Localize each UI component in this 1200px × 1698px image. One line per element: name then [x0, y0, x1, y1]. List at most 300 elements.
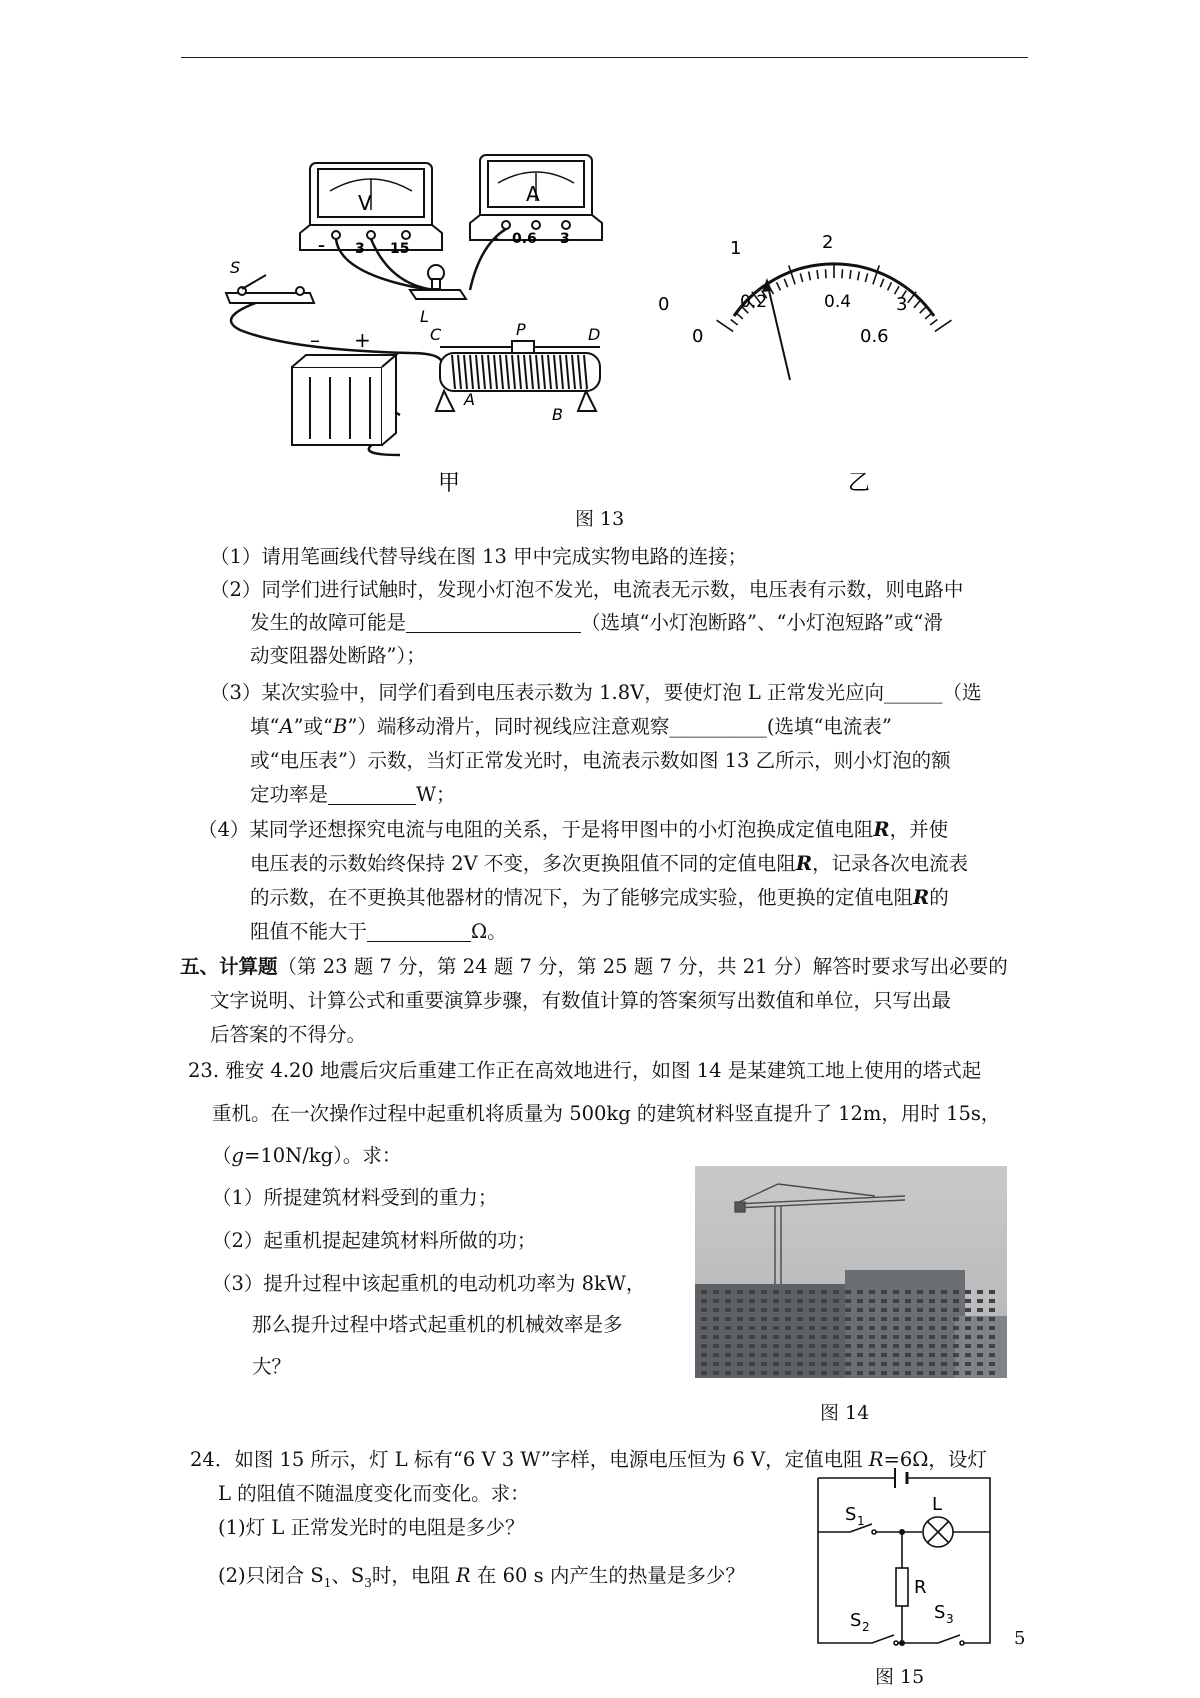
dial-bottom-04: 0.4 — [824, 292, 852, 312]
q22-fault-blank[interactable] — [406, 612, 581, 633]
circuit-s1-sub: 1 — [857, 1514, 865, 1528]
window — [917, 1326, 923, 1330]
window — [953, 1362, 959, 1366]
window — [953, 1326, 959, 1330]
window — [893, 1371, 899, 1375]
window — [869, 1326, 875, 1330]
window — [821, 1308, 827, 1312]
window — [929, 1335, 935, 1339]
q22-part3-line2 — [250, 714, 892, 740]
q23-sub3-line1: （3）提升过程中该起重机的电动机功率为 8kW， — [212, 1272, 646, 1295]
window — [917, 1290, 923, 1294]
window — [893, 1326, 899, 1330]
window — [833, 1299, 839, 1303]
q23-sub1: （1）所提建筑材料受到的重力； — [212, 1186, 498, 1209]
window — [701, 1299, 707, 1303]
window — [881, 1317, 887, 1321]
q22-part4-text-e: 的示数，在不更换其他器材的情况下，为了能够完成实验，他更换的定值电阻 — [250, 886, 914, 909]
window — [869, 1362, 875, 1366]
window — [965, 1344, 971, 1348]
window — [953, 1344, 959, 1348]
q24-sub2-text-c: 时，电阻 — [371, 1564, 457, 1587]
window — [881, 1308, 887, 1312]
window — [893, 1344, 899, 1348]
circuit-s3: S — [934, 1602, 946, 1623]
window — [821, 1326, 827, 1330]
q22-part4-text-b: ，并使 — [889, 818, 949, 841]
window — [953, 1371, 959, 1375]
rheostat-label-p: P — [516, 320, 526, 339]
window — [929, 1353, 935, 1357]
section5-line1 — [180, 954, 1008, 980]
window — [761, 1308, 767, 1312]
window — [845, 1290, 851, 1294]
ammeter-terminal-06: 0.6 — [512, 231, 537, 247]
window — [941, 1317, 947, 1321]
window — [977, 1371, 983, 1375]
window — [965, 1317, 971, 1321]
window — [737, 1299, 743, 1303]
window — [737, 1362, 743, 1366]
window — [821, 1299, 827, 1303]
window — [785, 1299, 791, 1303]
window — [905, 1317, 911, 1321]
page-number: 5 — [1014, 1628, 1026, 1649]
q24-line1-rest: =6Ω，设灯 — [883, 1448, 987, 1471]
window — [917, 1344, 923, 1348]
q24-sub2-text-d: 在 60 s 内产生的热量是多少？ — [470, 1564, 745, 1587]
dial-tick — [826, 269, 827, 278]
rheostat-label-b: B — [552, 405, 563, 424]
q24-sub1: (1)灯 L 正常发光时的电阻是多少？ — [218, 1516, 525, 1539]
q22-part2-line1: （2）同学们进行试触时，发现小灯泡不发光，电流表无示数，电压表有示数，则电路中 — [210, 578, 964, 601]
window — [905, 1362, 911, 1366]
window — [809, 1353, 815, 1357]
q22-part4-line3 — [250, 885, 949, 911]
window — [857, 1335, 863, 1339]
window — [869, 1353, 875, 1357]
window — [833, 1344, 839, 1348]
window — [833, 1335, 839, 1339]
window — [965, 1362, 971, 1366]
q22-part2-line3: 动变阻器处断路”）； — [250, 644, 426, 667]
window — [989, 1290, 995, 1294]
window — [869, 1371, 875, 1375]
window — [785, 1362, 791, 1366]
window — [713, 1335, 719, 1339]
window — [965, 1290, 971, 1294]
window — [965, 1335, 971, 1339]
window — [929, 1326, 935, 1330]
battery-minus: – — [310, 328, 320, 352]
window — [881, 1371, 887, 1375]
window — [953, 1353, 959, 1357]
circuit-s2-sub: 2 — [862, 1620, 870, 1634]
window — [749, 1299, 755, 1303]
window — [773, 1317, 779, 1321]
window — [917, 1371, 923, 1375]
q22-part3-text-b: ”或“ — [293, 715, 334, 738]
window — [881, 1362, 887, 1366]
header-rule — [181, 57, 1028, 58]
window — [989, 1353, 995, 1357]
window — [785, 1290, 791, 1294]
window — [749, 1326, 755, 1330]
window — [881, 1353, 887, 1357]
dial-tick — [789, 265, 795, 284]
window — [857, 1353, 863, 1357]
figure-15-caption: 图 15 — [875, 1666, 925, 1688]
window — [725, 1362, 731, 1366]
window — [905, 1308, 911, 1312]
window — [737, 1326, 743, 1330]
dial-tick — [717, 320, 734, 331]
q22-part3-text-c: ”）端移动滑片，同时视线应注意观察__________(选填“电流表” — [347, 715, 892, 738]
figure-13-caption: 图 13 — [575, 508, 625, 530]
dial-tick — [776, 282, 780, 290]
dial-tick — [865, 273, 867, 282]
window — [725, 1371, 731, 1375]
rheostat-label-a: A — [464, 390, 475, 409]
window — [929, 1308, 935, 1312]
q22-part4-text-c: 电压表的示数始终保持 2V 不变，多次更换阻值不同的定值电阻 — [250, 852, 796, 875]
window — [869, 1299, 875, 1303]
window — [833, 1353, 839, 1357]
figure-yi-label: 乙 — [848, 471, 871, 496]
window — [785, 1326, 791, 1330]
window — [905, 1335, 911, 1339]
window — [713, 1317, 719, 1321]
window — [761, 1335, 767, 1339]
window — [713, 1326, 719, 1330]
window — [773, 1335, 779, 1339]
window — [941, 1353, 947, 1357]
q22-part4-r3: R — [913, 886, 930, 909]
q22-power-blank[interactable] — [328, 784, 416, 805]
q23-line3-rest: =10N/kg）。求： — [244, 1144, 402, 1167]
dial-top-2: 2 — [822, 232, 834, 253]
q22-part4-r1: R — [873, 818, 890, 841]
window — [857, 1308, 863, 1312]
window — [821, 1371, 827, 1375]
q22-part4-text-g: 阻值不能大于 — [250, 920, 368, 943]
window — [701, 1335, 707, 1339]
section5-line3: 后答案的不得分。 — [210, 1023, 367, 1046]
window — [905, 1326, 911, 1330]
window — [881, 1290, 887, 1294]
window — [725, 1353, 731, 1357]
window — [977, 1308, 983, 1312]
q23-line2: 重机。在一次操作过程中起重机将质量为 500kg 的建筑材料竖直提升了 12m，用时 15s， — [212, 1102, 1001, 1125]
battery — [292, 355, 396, 445]
q22-part3-unit: W； — [416, 783, 456, 806]
window — [809, 1317, 815, 1321]
q23-sub3-line2: 那么提升过程中塔式起重机的机械效率是多 — [252, 1313, 623, 1336]
q22-option-a: A — [279, 715, 294, 738]
window — [905, 1371, 911, 1375]
q24-r-symbol: R — [868, 1448, 884, 1471]
section5-instructions-1: （第 23 题 7 分，第 24 题 7 分，第 25 题 7 分，共 21 分）解答时要求写出必要的 — [277, 955, 1008, 978]
window — [905, 1299, 911, 1303]
circuit-s3-sub: 3 — [946, 1612, 954, 1626]
window — [929, 1371, 935, 1375]
ammeter-terminal-3: 3 — [560, 231, 570, 247]
q23-g-symbol: g — [231, 1144, 244, 1167]
window — [701, 1353, 707, 1357]
circuit-r: R — [914, 1577, 927, 1598]
window — [821, 1344, 827, 1348]
window — [785, 1317, 791, 1321]
window — [857, 1299, 863, 1303]
window — [905, 1353, 911, 1357]
window — [845, 1299, 851, 1303]
window — [797, 1290, 803, 1294]
window — [749, 1335, 755, 1339]
window — [701, 1290, 707, 1294]
window — [785, 1308, 791, 1312]
q22-part4-r2: R — [795, 852, 813, 875]
window — [773, 1371, 779, 1375]
window — [809, 1344, 815, 1348]
window — [989, 1344, 995, 1348]
window — [797, 1317, 803, 1321]
dial-top-3: 3 — [896, 294, 908, 315]
window — [869, 1317, 875, 1321]
q24-sub2-sub1: 1 — [323, 1575, 332, 1590]
window — [701, 1326, 707, 1330]
ammeter-terminal-neg: – — [492, 231, 499, 247]
window — [929, 1344, 935, 1348]
window — [773, 1308, 779, 1312]
dial-tick — [800, 273, 802, 282]
window — [797, 1335, 803, 1339]
window — [989, 1299, 995, 1303]
window — [881, 1335, 887, 1339]
circuit-s1: S — [845, 1504, 857, 1525]
window — [893, 1362, 899, 1366]
window — [725, 1308, 731, 1312]
window — [701, 1362, 707, 1366]
window — [941, 1326, 947, 1330]
window — [917, 1362, 923, 1366]
window — [713, 1344, 719, 1348]
q24-sub2-text-b: 、S — [331, 1564, 365, 1587]
window — [713, 1362, 719, 1366]
window — [941, 1290, 947, 1294]
window — [845, 1317, 851, 1321]
window — [857, 1344, 863, 1348]
q22-resistance-blank[interactable] — [367, 921, 471, 942]
window — [881, 1326, 887, 1330]
window — [785, 1371, 791, 1375]
window — [761, 1344, 767, 1348]
window — [845, 1335, 851, 1339]
q22-part3-line3: 或“电压表”）示数，当灯正常发光时，电流表示数如图 13 乙所示，则小灯泡的额 — [250, 749, 951, 772]
q23-line3-open: （ — [212, 1144, 232, 1167]
window — [797, 1326, 803, 1330]
battery-plus: + — [354, 328, 371, 352]
q24-sub2 — [218, 1563, 745, 1596]
dial-tick — [817, 270, 818, 279]
window — [785, 1344, 791, 1348]
figure-13-dial — [658, 230, 1000, 500]
window — [809, 1326, 815, 1330]
window — [977, 1299, 983, 1303]
window — [701, 1308, 707, 1312]
window — [857, 1290, 863, 1294]
window — [941, 1335, 947, 1339]
window — [713, 1353, 719, 1357]
window — [965, 1299, 971, 1303]
window — [737, 1335, 743, 1339]
window — [893, 1290, 899, 1294]
q22-part4-line1 — [198, 817, 948, 843]
window — [761, 1317, 767, 1321]
q24-sub2-sub3: 3 — [364, 1575, 372, 1590]
window — [821, 1290, 827, 1294]
q24-line2: L 的阻值不随温度变化而变化。求： — [218, 1482, 530, 1505]
window — [797, 1353, 803, 1357]
window — [725, 1335, 731, 1339]
window — [953, 1317, 959, 1321]
dial-bottom-06: 0.6 — [860, 326, 889, 347]
window — [881, 1344, 887, 1348]
circuit-s2: S — [850, 1610, 862, 1631]
dial-tick — [888, 282, 892, 290]
voltmeter-terminal-3: 3 — [355, 241, 365, 257]
window — [749, 1353, 755, 1357]
switch-label: S — [230, 258, 241, 277]
window — [725, 1326, 731, 1330]
dial-bottom-02: 0.2 — [740, 292, 768, 312]
window — [929, 1299, 935, 1303]
dial-tick — [809, 271, 811, 280]
dial-tick — [858, 271, 860, 280]
q24-sub2-r: R — [456, 1564, 471, 1587]
q22-part2-text: 发生的故障可能是 — [250, 611, 407, 634]
buildings — [695, 1270, 1007, 1378]
dial-tick — [850, 270, 851, 279]
window — [737, 1371, 743, 1375]
window — [773, 1353, 779, 1357]
q22-part2-options: （选填“小灯泡断路”、“小灯泡短路”或“滑 — [581, 611, 943, 634]
q22-part4-unit: Ω。 — [471, 920, 507, 943]
window — [701, 1371, 707, 1375]
voltmeter-symbol: V — [358, 191, 372, 215]
q22-part4-text-a: （4）某同学还想探究电流与电阻的关系，于是将甲图中的小灯泡换成定值电阻 — [198, 818, 874, 841]
window — [977, 1290, 983, 1294]
window — [917, 1299, 923, 1303]
window — [809, 1308, 815, 1312]
window — [845, 1362, 851, 1366]
window — [701, 1317, 707, 1321]
dial-tick — [920, 307, 926, 313]
window — [965, 1308, 971, 1312]
window — [737, 1308, 743, 1312]
window — [713, 1299, 719, 1303]
window — [797, 1299, 803, 1303]
window — [905, 1344, 911, 1348]
window — [761, 1326, 767, 1330]
window — [965, 1353, 971, 1357]
window — [833, 1290, 839, 1294]
window — [773, 1326, 779, 1330]
junction-top — [899, 1529, 905, 1535]
window — [965, 1326, 971, 1330]
window — [989, 1326, 995, 1330]
dial-tick — [873, 265, 879, 284]
window — [701, 1344, 707, 1348]
dial-tick — [914, 301, 920, 308]
voltmeter-terminal-15: 15 — [390, 241, 410, 257]
window — [953, 1308, 959, 1312]
q22-part1: （1）请用笔画线代替导线在图 13 甲中完成实物电路的连接； — [210, 545, 748, 568]
window — [833, 1371, 839, 1375]
window — [989, 1308, 995, 1312]
q22-part3-power-text: 定功率是 — [250, 783, 329, 806]
window — [761, 1299, 767, 1303]
window — [941, 1299, 947, 1303]
window — [749, 1308, 755, 1312]
window — [953, 1290, 959, 1294]
window — [929, 1362, 935, 1366]
window — [785, 1335, 791, 1339]
window — [713, 1371, 719, 1375]
window — [737, 1290, 743, 1294]
window — [989, 1362, 995, 1366]
window — [941, 1344, 947, 1348]
window — [845, 1326, 851, 1330]
window — [809, 1335, 815, 1339]
window — [809, 1299, 815, 1303]
window — [785, 1353, 791, 1357]
section5-title: 五、计算题 — [180, 955, 278, 978]
window — [941, 1308, 947, 1312]
window — [893, 1317, 899, 1321]
window — [761, 1371, 767, 1375]
window — [941, 1362, 947, 1366]
q22-part4-text-f: 的 — [929, 886, 949, 909]
dial-tick — [784, 279, 787, 287]
window — [821, 1362, 827, 1366]
window — [833, 1308, 839, 1312]
window — [989, 1371, 995, 1375]
lamp-label: L — [420, 307, 429, 326]
window — [917, 1353, 923, 1357]
window — [857, 1317, 863, 1321]
q24-sub2-text-a: (2)只闭合 S — [218, 1564, 324, 1587]
q22-part4-line4 — [250, 919, 507, 945]
window — [797, 1308, 803, 1312]
window — [725, 1317, 731, 1321]
window — [749, 1317, 755, 1321]
window — [713, 1308, 719, 1312]
window — [761, 1290, 767, 1294]
window — [797, 1344, 803, 1348]
window — [713, 1290, 719, 1294]
dial-tick — [731, 319, 738, 325]
window — [797, 1371, 803, 1375]
q22-part4-line2 — [250, 851, 968, 877]
window — [917, 1317, 923, 1321]
lamp — [410, 265, 466, 299]
window — [893, 1308, 899, 1312]
window — [929, 1290, 935, 1294]
window — [977, 1317, 983, 1321]
window — [737, 1344, 743, 1348]
dial-bottom-0: 0 — [692, 326, 704, 347]
window — [773, 1362, 779, 1366]
